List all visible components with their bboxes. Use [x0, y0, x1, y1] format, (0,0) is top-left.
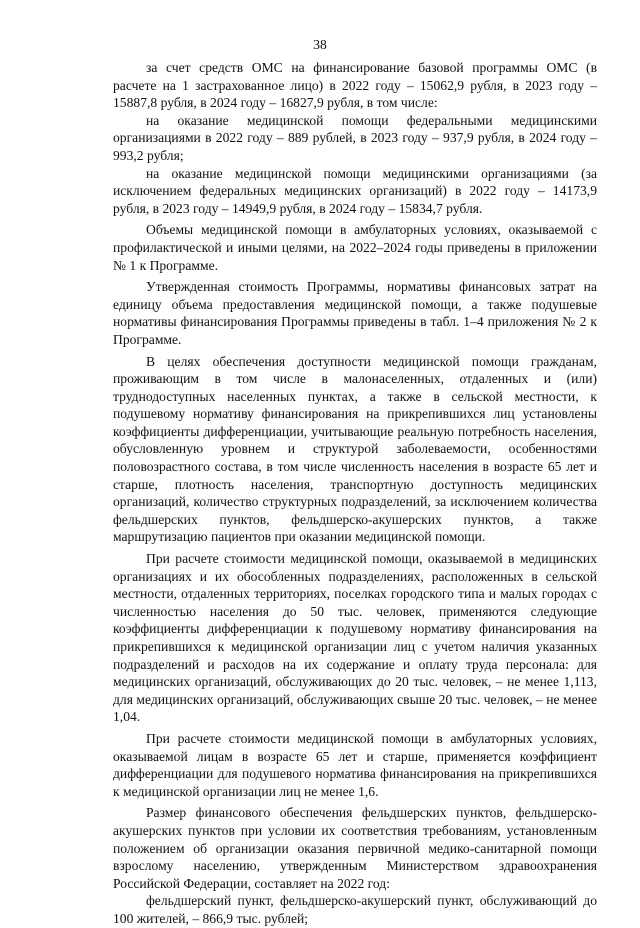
paragraph-oms-base-funding: за счет средств ОМС на финансирование базовой программы ОМС (в расчете на 1 застрахованное лицо) в 2022 году – 15062,9 рубля, в 2023 году – 15887,8 рубля, в 2024 году – 16827,9 рубля, в том числе: — [113, 60, 597, 111]
paragraph-feldsher-funding: Размер финансового обеспечения фельдшерских пунктов, фельдшерско-акушерских пунктов при условии их соответствия требованиям, установленным положением об организации оказания первичной медико-санитарной помощи взрослому населению, утвержденным Министерством здравоохранения Российской Федерации, составляет на 2022 год: — [113, 805, 597, 891]
paragraph-outpatient-volumes: Объемы медицинской помощи в амбулаторных условиях, оказываемой с профилактической и иными целями, на 2022–2024 годы приведены в приложении № 1 к Программе. — [113, 222, 597, 273]
paragraph-differentiation-coefficients: В целях обеспечения доступности медицинской помощи гражданам, проживающим в том числе в малонаселенных, отдаленных и (или) труднодоступных населенных пунктах, а также в сельской местности, к подушевому нормативу финансирования на прикрепившихся лиц установлены коэффициенты дифференциации, учитывающие реальную потребность населения, обусловленную уровнем и структурой заболеваемости, особенностями половозрастного состава, в том числе численность населения в возрасте 65 лет и старше, плотность населения, транспортную доступность медицинских организаций, количество структурных подразделений, за исключением количества фельдшерских пунктов, фельдшерско-акушерских пунктов, а также маршрутизацию пациентов при оказании медицинской помощи. — [113, 353, 597, 545]
document-body — [113, 59, 597, 928]
paragraph-elderly-coefficient: При расчете стоимости медицинской помощи в амбулаторных условиях, оказываемой лицам в возрасте 65 лет и старше, применяется коэффициент дифференциации для подушевого норматива финансирования на прикрепившихся к медицинской организации лиц не менее 1,6. — [113, 730, 597, 799]
paragraph-federal-organizations: на оказание медицинской помощи федеральными медицинскими организациями в 2022 году – 889 рублей, в 2023 году – 937,9 рубля, в 2024 году – 993,2 рубля; — [113, 112, 597, 163]
paragraph-rural-coefficients: При расчете стоимости медицинской помощи, оказываемой в медицинских организациях и их обособленных подразделениях, расположенных в сельской местности, отдаленных территориях, поселках городского типа и малых городах с численностью населения до 50 тыс. человек, применяются следующие коэффициенты дифференциации к подушевому нормативу финансирования на прикрепившихся к медицинской организации лиц с учетом наличия указанных подразделений и расходов на их содержание и оплату труда персонала: для медицинских организаций, обслуживающих до 20 тыс. человек, – не менее 1,113, для медицинских организаций, обслуживающих свыше 20 тыс. человек, – не менее 1,04. — [113, 551, 597, 725]
paragraph-non-federal-organizations: на оказание медицинской помощи медицинскими организациями (за исключением федеральных медицинских организаций) в 2022 году – 14173,9 рубля, в 2023 году – 14949,9 рубля, в 2024 году – 15834,7 рубля. — [113, 165, 597, 216]
page-number: 38 — [313, 37, 327, 52]
paragraph-approved-cost: Утвержденная стоимость Программы, нормативы финансовых затрат на единицу объема предоставления медицинской помощи, а также подушевые нормативы финансирования Программы приведены в табл. 1–4 приложения № 2 к Программе. — [113, 279, 597, 347]
paragraph-feldsher-up-to-100: фельдшерский пункт, фельдшерско-акушерский пункт, обслуживающий до 100 жителей, – 866,9 тыс. рублей; — [113, 893, 597, 926]
